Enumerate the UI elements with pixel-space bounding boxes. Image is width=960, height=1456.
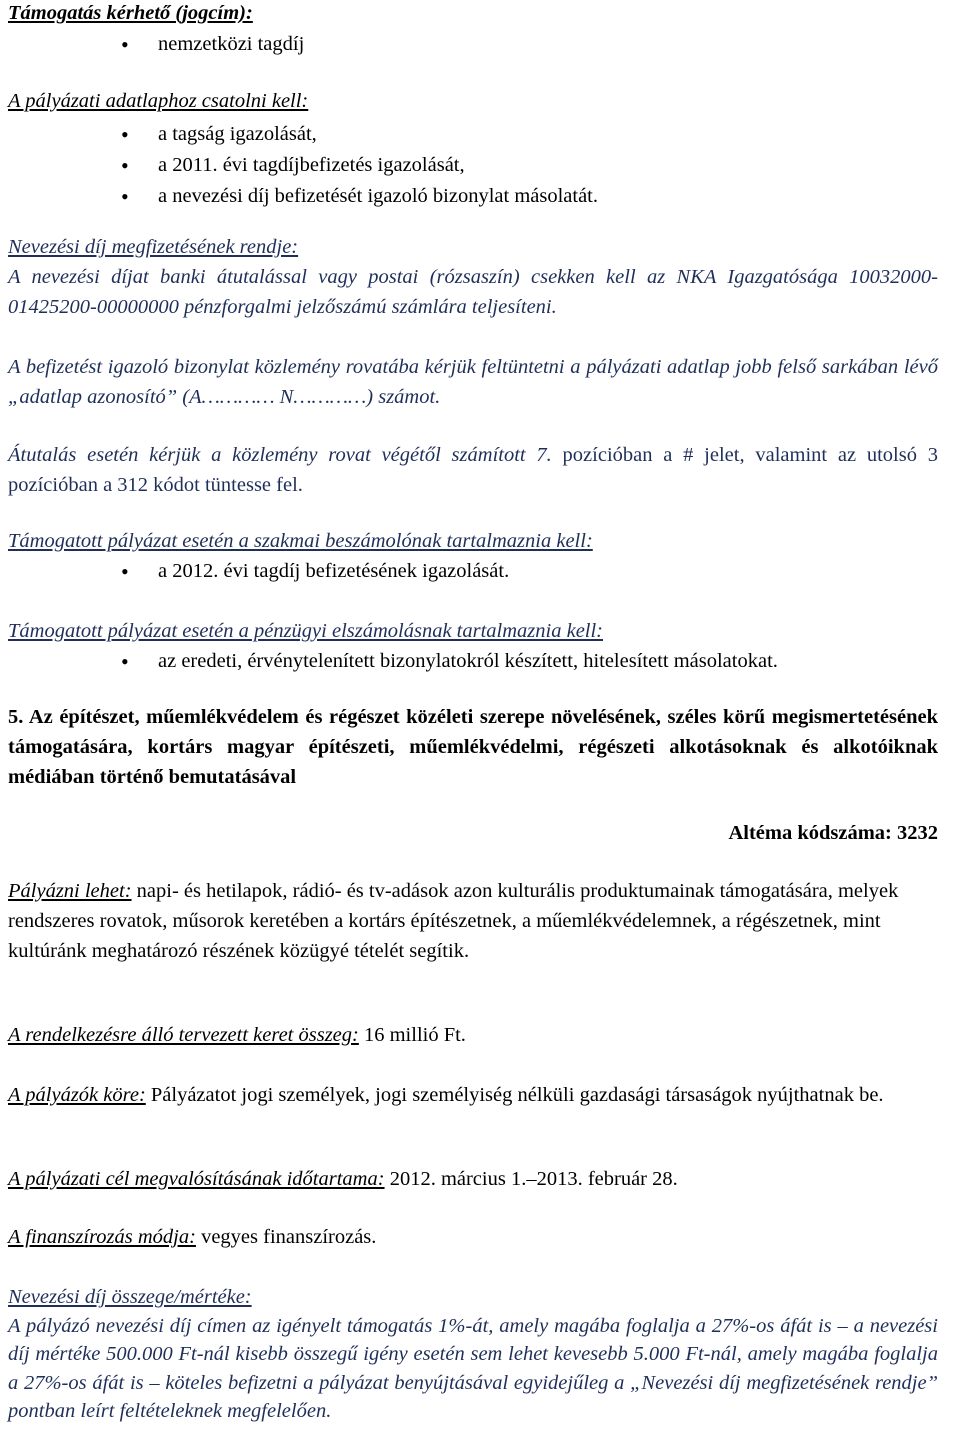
heading-entry-fee: Nevezési díj összege/mértéke: — [8, 1286, 252, 1308]
applicants-text — [8, 1080, 938, 1110]
section-receipt-note — [8, 352, 938, 412]
financing-label: A finanszírozás módja: — [8, 1226, 196, 1248]
applicants-label: A pályázók köre: — [8, 1084, 146, 1106]
section-budget — [8, 1022, 938, 1050]
section-transfer-note — [8, 440, 938, 500]
section-professional-report — [8, 528, 938, 585]
section-applicants — [8, 1080, 938, 1110]
budget-value: 16 millió Ft. — [358, 1024, 466, 1046]
section-entry-fee — [8, 1284, 938, 1426]
section-eligibility — [8, 0, 938, 58]
section-duration — [8, 1166, 938, 1194]
list-item: • a nevezési díj befizetését igazoló bizonylat másolatát. — [8, 181, 938, 212]
payment-order-text: A nevezési díjat banki átutalással vagy postai (rózsaszín) csekken kell az NKA Igazgatósága 10032000-01425200-00000000 pénzforgalmi jelzőszámú számlára teljesíteni. — [8, 265, 938, 318]
section-subtopic — [8, 702, 938, 792]
applicants-scope-body: napi- és hetilapok, rádió- és tv-adások azon kulturális produktumainak támogatására, melyek rendszeres rovatok, műsorok keretében a kortárs építészetnek, a műemlékvédelemnek, a régészetnek, mint kultúránk meghatározó részének közügyé tételét segítik. — [8, 880, 899, 962]
transfer-note-text — [8, 440, 938, 500]
duration-value: 2012. március 1.–2013. február 28. — [384, 1168, 678, 1190]
budget-text — [8, 1022, 938, 1050]
heading-attachments: A pályázati adatlaphoz csatolni kell: — [8, 90, 309, 112]
transfer-note-rest: pozícióban a # jelet, valamint az utolsó 3 pozícióban a 312 kódot tüntesse fel. — [8, 444, 938, 496]
heading-eligibility: Támogatás kérhető (jogcím): — [8, 2, 253, 24]
list-item: • a 2011. évi tagdíjbefizetés igazolását, — [8, 150, 938, 181]
heading-financial-report: Támogatott pályázat esetén a pénzügyi elszámolásnak tartalmaznia kell: — [8, 620, 604, 642]
subtopic-code-wrapper — [8, 820, 938, 848]
list-item: • nemzetközi tagdíj — [8, 31, 938, 59]
section-financing — [8, 1224, 938, 1252]
entry-fee-text: A pályázó nevezési díj címen az igényelt támogatás 1%-át, amely magába foglalja a 27%-os áfát is – a nevezési díj mértéke 500.000 Ft-nál kisebb összegű igény esetén sem lehet kevesebb 5.000 Ft-nál, amely magába foglalja a 27%-os áfát is – köteles befizetni a pályázat benyújtásával egyidejűleg a „Nevezési díj megfizetésének rendje” pontban leírt feltételeknek megfelelően. — [8, 1314, 938, 1422]
duration-text — [8, 1166, 938, 1194]
list-item: • az eredeti, érvénytelenített bizonylatokról készített, hitelesített másolatokat. — [8, 648, 938, 676]
section-payment-order — [8, 234, 938, 322]
transfer-note-italic: Átutalás esetén kérjük a közlemény rovat végétől számított 7. — [8, 444, 552, 466]
applicants-body: Pályázatot jogi személyek, jogi személyiség nélküli gazdasági társaságok nyújthatnak be. — [145, 1084, 884, 1106]
subtopic-code: Altéma kódszáma: 3232 — [728, 822, 938, 844]
section-financial-report — [8, 618, 938, 675]
section-applicants-scope — [8, 876, 938, 966]
heading-payment-order: Nevezési díj megfizetésének rendje: — [8, 236, 299, 258]
heading-professional-report: Támogatott pályázat esetén a szakmai beszámolónak tartalmaznia kell: — [8, 530, 593, 552]
financing-text — [8, 1224, 938, 1252]
subtopic-title: 5. Az építészet, műemlékvédelem és régészet közéleti szerepe növelésének, széles körű megismertetésének támogatására, kortárs magyar építészeti, műemlékvédelmi, régészeti alkotásoknak és alkotóiknak médiában történő bemutatásával — [8, 706, 938, 788]
applicants-scope-label: Pályázni lehet: — [8, 880, 132, 902]
applicants-scope-text — [8, 876, 938, 966]
receipt-note-text: A befizetést igazoló bizonylat közlemény rovatába kérjük feltüntetni a pályázati adatlap jobb felső sarkában lévő „adatlap azonosító” (A………… N…………) számot. — [8, 356, 938, 408]
list-item: • a tagság igazolását, — [8, 119, 938, 150]
section-attachments — [8, 88, 938, 212]
financing-value: vegyes finanszírozás. — [195, 1226, 377, 1248]
budget-label: A rendelkezésre álló tervezett keret összeg: — [8, 1024, 359, 1046]
duration-label: A pályázati cél megvalósításának időtartama: — [8, 1168, 385, 1190]
list-item: • a 2012. évi tagdíj befizetésének igazolását. — [8, 558, 938, 586]
